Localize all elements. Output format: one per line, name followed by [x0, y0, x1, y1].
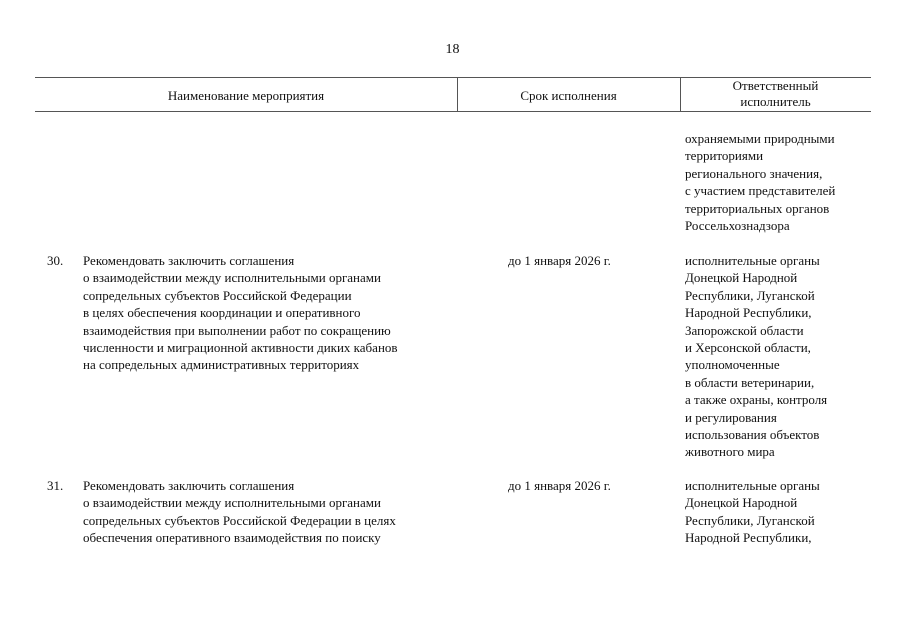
text-line: и Херсонской области,: [685, 340, 811, 356]
row-activity-text: [83, 252, 398, 374]
column-header-term: Срок исполнения: [520, 88, 617, 103]
text-line: в области ветеринарии,: [685, 374, 815, 390]
text-line: охраняемыми природными: [685, 131, 835, 146]
column-header-responsible: [680, 78, 871, 110]
text-line: Рекомендовать заключить соглашения: [83, 478, 295, 493]
text-line: исполнительные органы: [685, 478, 820, 493]
text-line: сопредельных субъектов Российской Федерации в целях: [83, 512, 396, 528]
text-line: взаимодействия при выполнении работ по сокращению: [83, 322, 391, 338]
row-term: до 1 января 2026 г.: [508, 478, 611, 493]
row-responsible: [685, 252, 827, 461]
text-line: с участием представителей: [685, 183, 836, 199]
text-line: Донецкой Народной: [685, 270, 798, 286]
text-line: Запорожской области: [685, 322, 804, 338]
text-line: численности и миграционной активности диких кабанов: [83, 340, 398, 356]
text-line: а также охраны, контроля: [685, 392, 828, 408]
text-line: обеспечения оперативного взаимодействия по поиску: [83, 530, 381, 546]
continuation-responsible: [685, 130, 835, 234]
row-number: 31.: [47, 478, 64, 493]
text-line: Донецкой Народной: [685, 495, 798, 511]
text-line: регионального значения,: [685, 165, 823, 181]
text-line: в целях обеспечения координации и оперативного: [83, 305, 361, 321]
page-number: 18: [445, 42, 460, 57]
text-line: территориями: [685, 148, 764, 164]
text-line: Народной Республики,: [685, 305, 812, 321]
text-line: использования объектов: [685, 427, 820, 443]
text-line: о взаимодействии между исполнительными органами: [83, 495, 381, 511]
text-line: о взаимодействии между исполнительными органами: [83, 270, 381, 286]
text-line: Рекомендовать заключить соглашения: [83, 253, 295, 268]
text-line: территориальных органов: [685, 200, 830, 216]
row-term: до 1 января 2026 г.: [508, 253, 611, 268]
row-responsible: [685, 477, 820, 547]
text-line: Народной Республики,: [685, 530, 812, 546]
text-line: Республики, Луганской: [685, 512, 815, 528]
text-line: животного мира: [685, 444, 775, 460]
text-line: уполномоченные: [685, 357, 780, 373]
text-line: сопредельных субъектов Российской Федерации: [83, 287, 352, 303]
text-line: на сопредельных административных территориях: [83, 357, 360, 373]
text-line: исполнительные органы: [685, 253, 820, 268]
text-line: и регулирования: [685, 409, 777, 425]
table-header-bottom-border: [35, 111, 871, 112]
column-header-responsible-line: исполнитель: [740, 94, 811, 109]
row-number: 30.: [47, 253, 64, 268]
text-line: Республики, Луганской: [685, 287, 815, 303]
column-header-name: Наименование мероприятия: [167, 88, 325, 103]
text-line: Россельхознадзора: [685, 218, 790, 234]
column-header-responsible-line: Ответственный: [732, 78, 819, 93]
row-activity-text: [83, 477, 396, 547]
